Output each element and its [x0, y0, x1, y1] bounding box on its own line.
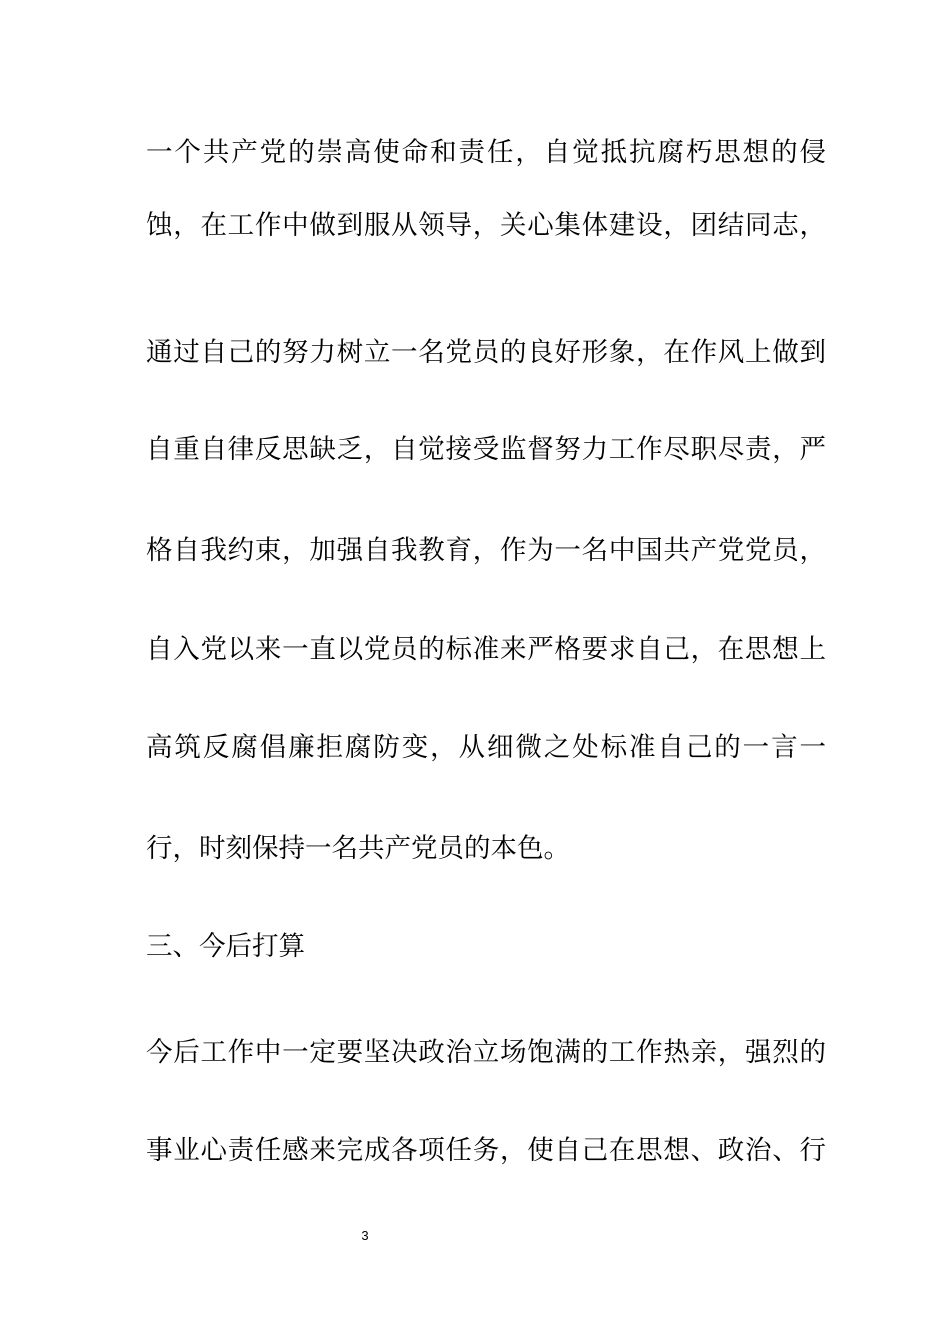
- body-text-line: 格自我约束，加强自我教育，作为一名中国共产党党员，: [146, 535, 826, 566]
- body-text-line: 高筑反腐倡廉拒腐防变，从细微之处标准自己的一言一: [146, 732, 826, 763]
- body-text-line: 事业心责任感来完成各项任务，使自己在思想、政治、行: [146, 1135, 826, 1166]
- body-text-line: 蚀，在工作中做到服从领导，关心集体建设，团结同志，: [146, 210, 826, 241]
- section-heading: 三、今后打算: [146, 931, 305, 962]
- page-number: 3: [361, 1228, 369, 1243]
- body-text-line: 自入党以来一直以党员的标准来严格要求自己，在思想上: [146, 634, 826, 665]
- body-text-line: 一个共产党的崇高使命和责任，自觉抵抗腐朽思想的侵: [146, 137, 826, 168]
- body-text-line: 今后工作中一定要坚决政治立场饱满的工作热亲，强烈的: [146, 1037, 826, 1068]
- body-text-line: 自重自律反思缺乏，自觉接受监督努力工作尽职尽责，严: [146, 434, 826, 465]
- body-text-line: 行，时刻保持一名共产党员的本色。: [146, 833, 570, 864]
- body-text-line: 通过自己的努力树立一名党员的良好形象，在作风上做到: [146, 337, 826, 368]
